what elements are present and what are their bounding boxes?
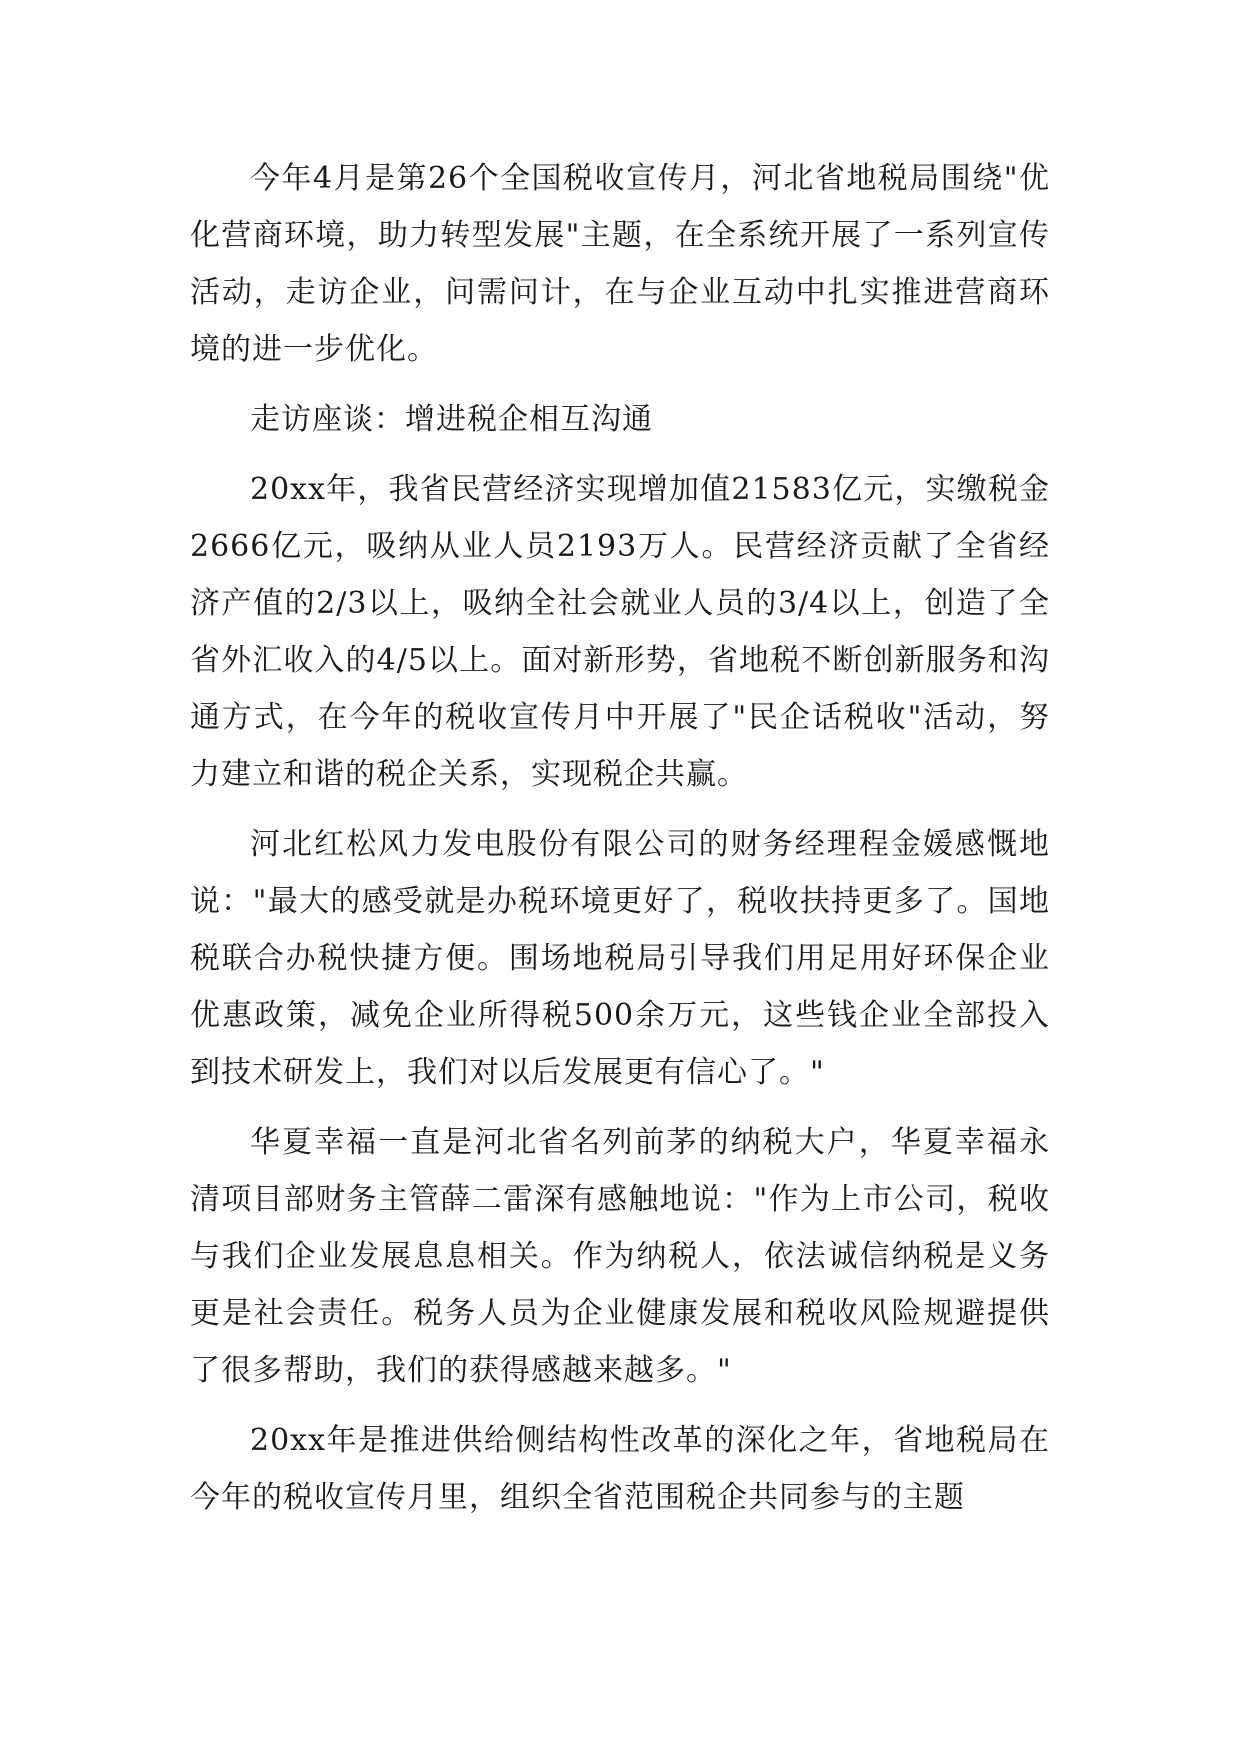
document-body [190,150,1050,1539]
section-heading: 走访座谈：增进税企相互沟通 [250,402,653,437]
paragraph-intro: 今年4月是第26个全国税收宣传月，河北省地税局围绕"优化营商环境，助力转型发展"主题，在全系统开展了一系列宣传活动，走访企业，问需问计，在与企业互动中扎实推进营商环境的进一步优化。 [190,161,1050,367]
paragraph-huaxia-quote: 华夏幸福一直是河北省名列前茅的纳税大户，华夏幸福永清项目部财务主管薛二雷深有感触地说："作为上市公司，税收与我们企业发展息息相关。作为纳税人，依法诚信纳税是义务更是社会责任。税务人员为企业健康发展和税收风险规避提供了很多帮助，我们的获得感越来越多。" [190,1125,1050,1388]
paragraph-economy: 20xx年，我省民营经济实现增加值21583亿元，实缴税金2666亿元，吸纳从业人员2193万人。民营经济贡献了全省经济产值的2/3以上，吸纳全社会就业人员的3/4以上，创造了全省外汇收入的4/5以上。面对新形势，省地税不断创新服务和沟通方式，在今年的税收宣传月中开展了"民企话税收"活动，努力建立和谐的税企关系，实现税企共赢。 [190,472,1050,792]
paragraph-reform: 20xx年是推进供给侧结构性改革的深化之年，省地税局在今年的税收宣传月里，组织全省范围税企共同参与的主题 [190,1423,1050,1515]
paragraph-hongsong-quote: 河北红松风力发电股份有限公司的财务经理程金媛感慨地说："最大的感受就是办税环境更好了，税收扶持更多了。国地税联合办税快捷方便。围场地税局引导我们用足用好环保企业优惠政策，减免企业所得税500余万元，这些钱企业全部投入到技术研发上，我们对以后发展更有信心了。" [190,827,1050,1090]
